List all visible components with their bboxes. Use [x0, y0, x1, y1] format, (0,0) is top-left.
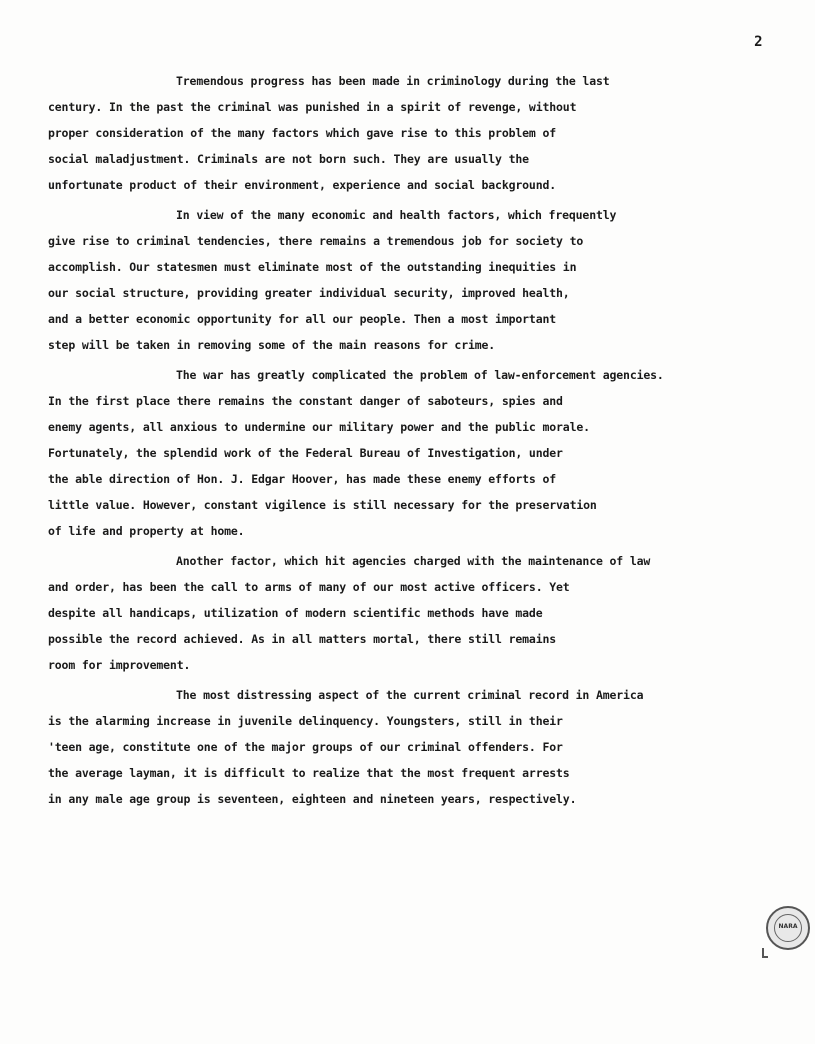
text-line: step will be taken in removing some of the main reasons for crime.: [48, 338, 496, 352]
text-line: The war has greatly complicated the problem of law-enforcement agencies.: [176, 368, 664, 382]
text-line: our social structure, providing greater individual security, improved health,: [48, 286, 570, 300]
text-line: little value. However, constant vigilence is still necessary for the preservation: [48, 498, 597, 512]
text-line: 'teen age, constitute one of the major groups of our criminal offenders. For: [48, 740, 563, 754]
text-line: In view of the many economic and health factors, which frequently: [176, 208, 617, 222]
paragraph: [48, 362, 768, 544]
text-line: social maladjustment. Criminals are not born such. They are usually the: [48, 152, 529, 166]
text-line: the able direction of Hon. J. Edgar Hoover, has made these enemy efforts of: [48, 472, 557, 486]
text-line: accomplish. Our statesmen must eliminate most of the outstanding inequities in: [48, 260, 577, 274]
text-line: In the first place there remains the constant danger of saboteurs, spies and: [48, 394, 563, 408]
text-line: unfortunate product of their environment, experience and social background.: [48, 178, 557, 192]
text-line: is the alarming increase in juvenile delinquency. Youngsters, still in their: [48, 714, 563, 728]
text-line: the average layman, it is difficult to realize that the most frequent arrests: [48, 766, 570, 780]
paragraph: [48, 548, 768, 678]
text-line: room for improvement.: [48, 658, 191, 672]
text-line: possible the record achieved. As in all matters mortal, there still remains: [48, 632, 557, 646]
paragraph: [48, 682, 768, 812]
page-number: 2: [754, 34, 763, 50]
text-line: proper consideration of the many factors which gave rise to this problem of: [48, 126, 557, 140]
paragraph: [48, 202, 768, 358]
text-line: Tremendous progress has been made in criminology during the last: [176, 74, 610, 88]
archive-stamp: [766, 906, 810, 950]
document-body: [48, 68, 768, 812]
text-line: Fortunately, the splendid work of the Federal Bureau of Investigation, under: [48, 446, 563, 460]
paragraph: [48, 68, 768, 198]
text-line: century. In the past the criminal was punished in a spirit of revenge, without: [48, 100, 577, 114]
text-line: and order, has been the call to arms of many of our most active officers. Yet: [48, 580, 570, 594]
text-line: The most distressing aspect of the current criminal record in America: [176, 688, 644, 702]
text-line: despite all handicaps, utilization of modern scientific methods have made: [48, 606, 543, 620]
text-line: enemy agents, all anxious to undermine our military power and the public morale.: [48, 420, 590, 434]
text-line: give rise to criminal tendencies, there remains a tremendous job for society to: [48, 234, 584, 248]
text-line: of life and property at home.: [48, 524, 245, 538]
text-line: and a better economic opportunity for all our people. Then a most important: [48, 312, 557, 326]
corner-mark: [762, 948, 768, 958]
archive-stamp-label: NARA: [778, 923, 798, 930]
text-line: Another factor, which hit agencies charged with the maintenance of law: [176, 554, 651, 568]
text-line: in any male age group is seventeen, eighteen and nineteen years, respectively.: [48, 792, 577, 806]
